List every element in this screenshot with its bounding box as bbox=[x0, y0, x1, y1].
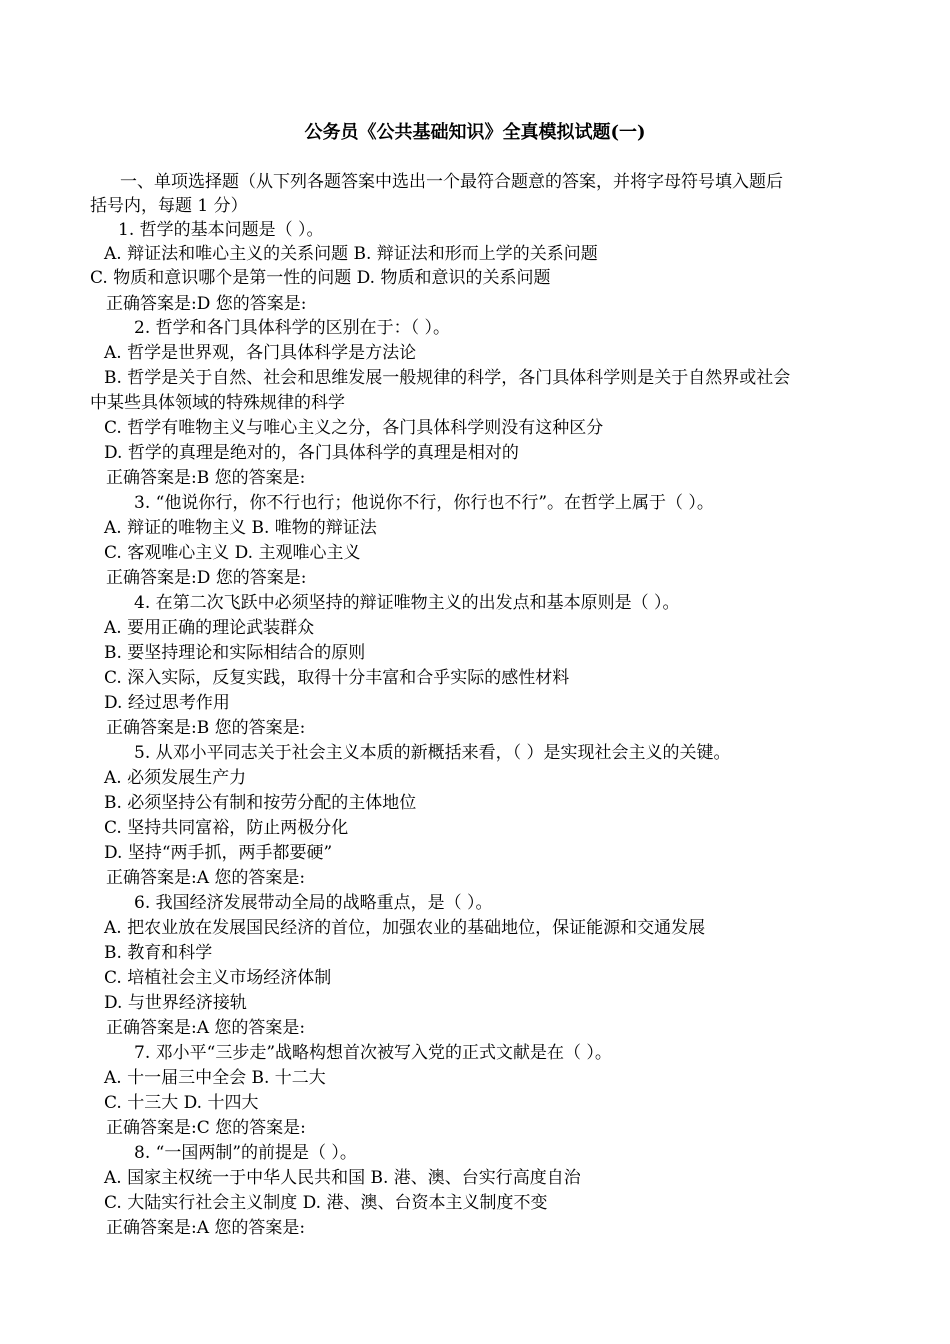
question-4-option-b: B. 要坚持理论和实际相结合的原则 bbox=[104, 643, 366, 663]
question-2-option-c: C. 哲学有唯物主义与唯心主义之分，各门具体科学则没有这种区分 bbox=[104, 418, 604, 438]
question-2-answer: 正确答案是:B 您的答案是: bbox=[106, 468, 306, 488]
question-4-option-c: C. 深入实际，反复实践，取得十分丰富和合乎实际的感性材料 bbox=[104, 668, 570, 688]
question-1-option-ab: A. 辩证法和唯心主义的关系问题 B. 辩证法和形而上学的关系问题 bbox=[104, 244, 598, 264]
question-5-option-b: B. 必须坚持公有制和按劳分配的主体地位 bbox=[104, 793, 417, 813]
question-6-stem: 6. 我国经济发展带动全局的战略重点，是（ ）。 bbox=[134, 893, 493, 913]
question-3-option-ab: A. 辩证的唯物主义 B. 唯物的辩证法 bbox=[104, 518, 377, 538]
question-5-option-d: D. 坚持“两手抓，两手都要硬” bbox=[104, 843, 333, 863]
question-3-option-cd: C. 客观唯心主义 D. 主观唯心主义 bbox=[104, 543, 361, 563]
question-4-answer: 正确答案是:B 您的答案是: bbox=[106, 718, 306, 738]
question-2-option-b: B. 哲学是关于自然、社会和思维发展一般规律的科学，各门具体科学则是关于自然界或社会 bbox=[104, 368, 791, 388]
question-6-option-a: A. 把农业放在发展国民经济的首位，加强农业的基础地位，保证能源和交通发展 bbox=[104, 918, 706, 938]
question-2-option-b-continued: 中某些具体领域的特殊规律的科学 bbox=[90, 393, 345, 413]
question-5-stem: 5. 从邓小平同志关于社会主义本质的新概括来看，（ ）是实现社会主义的关键。 bbox=[134, 743, 731, 763]
question-4-stem: 4. 在第二次飞跃中必须坚持的辩证唯物主义的出发点和基本原则是（ ）。 bbox=[134, 593, 680, 613]
question-8-answer: 正确答案是:A 您的答案是: bbox=[106, 1218, 306, 1238]
question-2-stem: 2. 哲学和各门具体科学的区别在于：（ ）。 bbox=[134, 318, 451, 338]
question-7-answer: 正确答案是:C 您的答案是: bbox=[106, 1118, 306, 1138]
question-7-option-ab: A. 十一届三中全会 B. 十二大 bbox=[104, 1068, 326, 1088]
question-2-option-d: D. 哲学的真理是绝对的，各门具体科学的真理是相对的 bbox=[104, 443, 519, 463]
question-6-answer: 正确答案是:A 您的答案是: bbox=[106, 1018, 306, 1038]
question-8-stem: 8. “一国两制”的前提是（ ）。 bbox=[134, 1143, 357, 1163]
section-heading-line2: 括号内，每题 1 分） bbox=[90, 196, 248, 216]
question-6-option-b: B. 教育和科学 bbox=[104, 943, 213, 963]
document-title: 公务员《公共基础知识》全真模拟试题(一) bbox=[304, 122, 646, 143]
question-1-stem: 1. 哲学的基本问题是（ ）。 bbox=[118, 220, 324, 240]
section-heading-line1: 一、单项选择题（从下列各题答案中选出一个最符合题意的答案，并将字母符号填入题后 bbox=[120, 172, 783, 192]
question-6-option-d: D. 与世界经济接轨 bbox=[104, 993, 247, 1013]
question-8-option-ab: A. 国家主权统一于中华人民共和国 B. 港、澳、台实行高度自治 bbox=[104, 1168, 581, 1188]
question-7-stem: 7. 邓小平“三步走”战略构想首次被写入党的正式文献是在（ ）。 bbox=[134, 1043, 612, 1063]
question-5-answer: 正确答案是:A 您的答案是: bbox=[106, 868, 306, 888]
question-3-answer: 正确答案是:D 您的答案是: bbox=[106, 568, 307, 588]
question-4-option-a: A. 要用正确的理论武装群众 bbox=[104, 618, 315, 638]
question-3-stem: 3. “他说你行，你不行也行；他说你不行，你行也不行”。在哲学上属于（ ）。 bbox=[134, 493, 714, 513]
question-2-option-a: A. 哲学是世界观，各门具体科学是方法论 bbox=[104, 343, 417, 363]
question-5-option-a: A. 必须发展生产力 bbox=[104, 768, 247, 788]
question-4-option-d: D. 经过思考作用 bbox=[104, 693, 230, 713]
question-8-option-cd: C. 大陆实行社会主义制度 D. 港、澳、台资本主义制度不变 bbox=[104, 1193, 548, 1213]
question-7-option-cd: C. 十三大 D. 十四大 bbox=[104, 1093, 259, 1113]
question-1-answer: 正确答案是:D 您的答案是: bbox=[106, 294, 307, 314]
question-6-option-c: C. 培植社会主义市场经济体制 bbox=[104, 968, 332, 988]
question-5-option-c: C. 坚持共同富裕，防止两极分化 bbox=[104, 818, 349, 838]
question-1-option-cd: C. 物质和意识哪个是第一性的问题 D. 物质和意识的关系问题 bbox=[90, 268, 551, 288]
